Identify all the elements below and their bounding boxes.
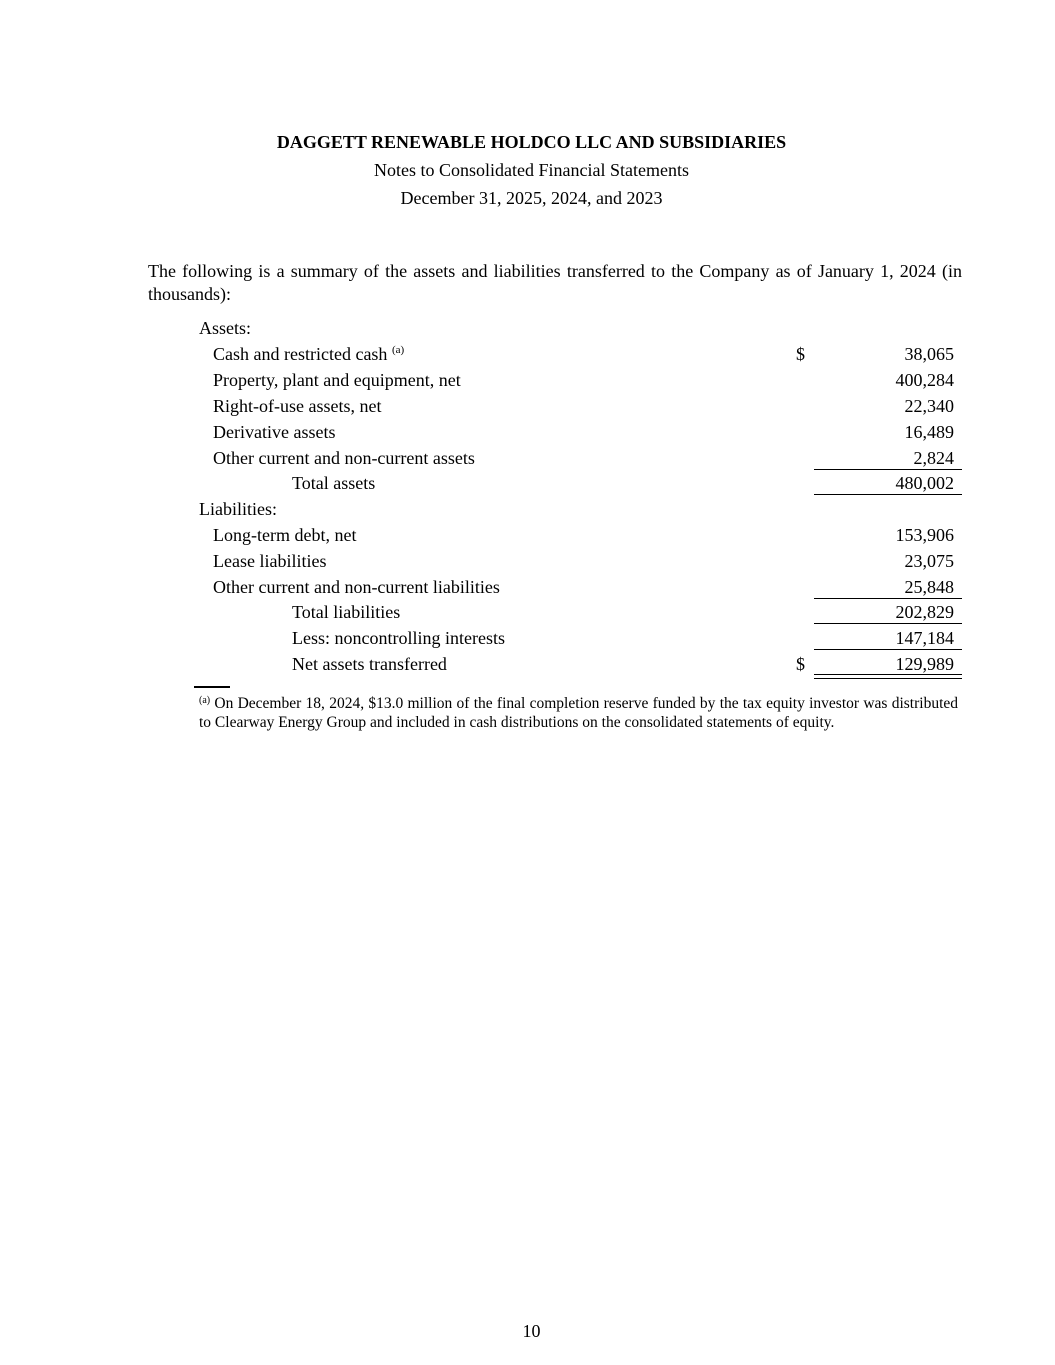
currency-symbol: $ xyxy=(796,344,805,364)
double-rule-top xyxy=(814,674,962,675)
liabilities-heading: Liabilities: xyxy=(199,499,277,519)
row-value: 147,184 xyxy=(895,628,954,648)
assets-heading: Assets: xyxy=(199,318,252,338)
total-value: 480,002 xyxy=(895,473,954,493)
table-row xyxy=(0,523,1055,549)
total-label: Total assets xyxy=(292,473,376,493)
double-rule-bottom xyxy=(814,678,962,679)
table-row xyxy=(0,342,1055,368)
subtotal-rule xyxy=(814,623,962,624)
table-row xyxy=(0,394,1055,420)
net-value: 129,989 xyxy=(895,654,954,674)
row-value: 25,848 xyxy=(904,577,954,597)
footnote xyxy=(199,691,958,732)
row-value: 153,906 xyxy=(895,525,954,545)
net-label: Net assets transferred xyxy=(292,654,447,674)
subtotal-rule xyxy=(814,598,962,599)
row-value: 23,075 xyxy=(904,551,954,571)
subtotal-rule xyxy=(814,649,962,650)
row-value: 2,824 xyxy=(913,448,954,468)
table-row xyxy=(0,549,1055,575)
subtotal-rule xyxy=(814,469,962,470)
footnote-ref: (a) xyxy=(391,344,405,356)
footnote-text: On December 18, 2024, $13.0 million of the final completion reserve funded by the tax equity investor was distributed to Clearway Energy Group and included in cash distributions on the consolidated statements of equity. xyxy=(199,695,959,731)
statement-subtitle: Notes to Consolidated Financial Statements xyxy=(374,160,689,180)
row-value: 22,340 xyxy=(904,396,954,416)
page-number: 10 xyxy=(522,1321,541,1341)
currency-symbol: $ xyxy=(796,654,805,674)
row-value: 400,284 xyxy=(895,370,954,390)
total-rule xyxy=(814,494,962,495)
row-value: 16,489 xyxy=(904,422,954,442)
row-label: Cash and restricted cash $^{(a)}$ xyxy=(213,344,405,364)
company-name: DAGGETT RENEWABLE HOLDCO LLC AND SUBSIDIARIES xyxy=(276,132,787,152)
row-label: Long-term debt, net xyxy=(213,525,357,545)
statement-dates: December 31, 2025, 2024, and 2023 xyxy=(400,188,663,208)
table-row xyxy=(0,420,1055,446)
row-label: Derivative assets xyxy=(213,422,336,442)
table-row xyxy=(0,316,1055,342)
row-label: Property, plant and equipment, net xyxy=(213,370,461,390)
total-label: Total liabilities xyxy=(292,602,401,622)
row-label: Other current and non-current liabilities xyxy=(213,577,500,597)
row-label: Lease liabilities xyxy=(213,551,327,571)
table-row xyxy=(0,368,1055,394)
footnote-separator xyxy=(194,686,230,688)
row-value: 38,065 xyxy=(904,344,954,364)
table-row xyxy=(0,497,1055,523)
footnote-marker: (a) xyxy=(199,695,211,706)
intro-paragraph: The following is a summary of the assets and liabilities transferred to the Company as of January 1, 2024 (in thousands): xyxy=(148,261,962,304)
row-label: Other current and non-current assets xyxy=(213,448,475,468)
total-value: 202,829 xyxy=(895,602,954,622)
row-label: Right-of-use assets, net xyxy=(213,396,382,416)
row-label: Less: noncontrolling interests xyxy=(292,628,505,648)
